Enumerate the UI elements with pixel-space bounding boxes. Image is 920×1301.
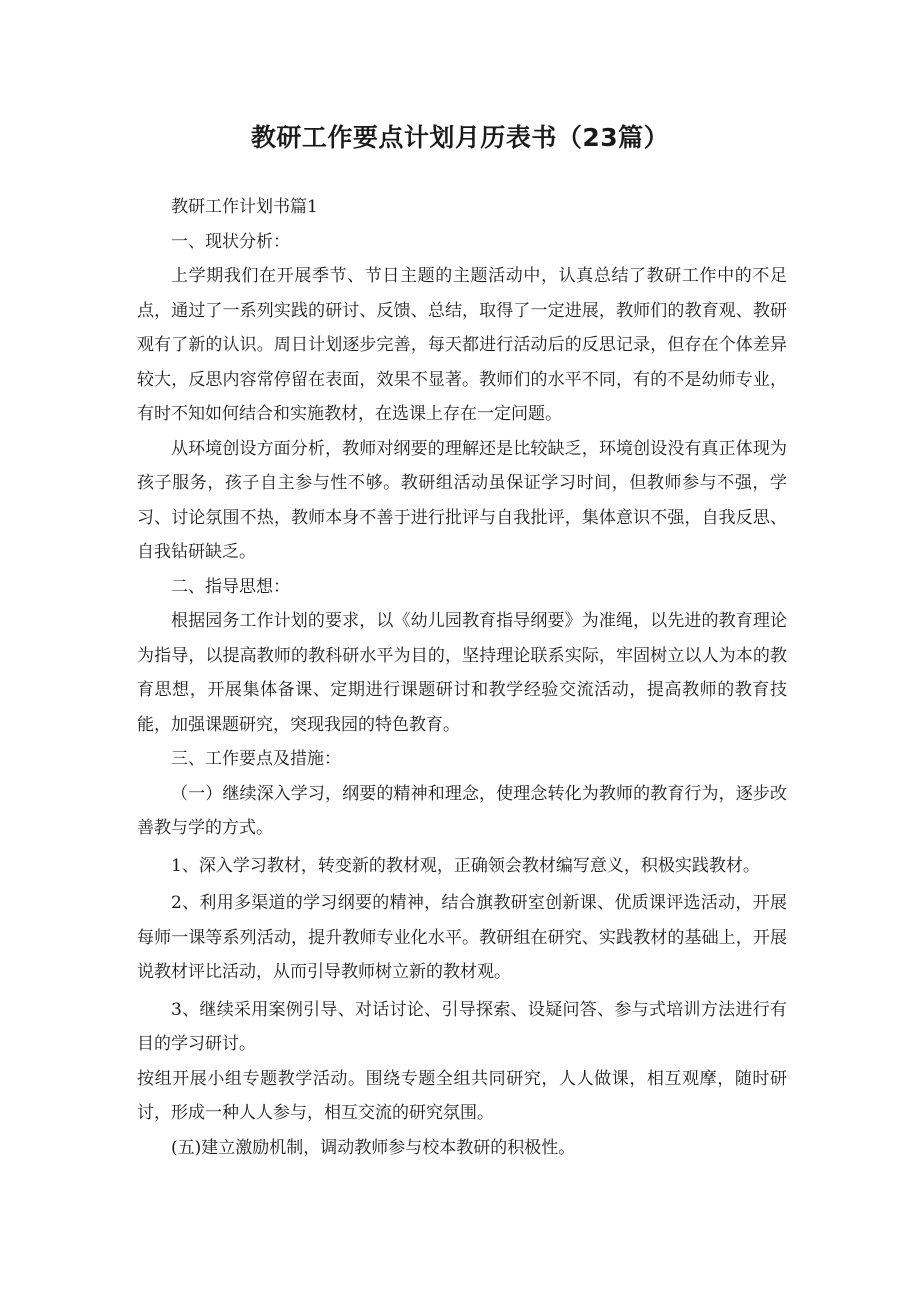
paragraph-status-analysis-2: 从环境创设方面分析，教师对纲要的理解还是比较缺乏，环境创设没有真正体现为孩子服务，孩子自主参与性不够。教研组活动虽保证学习时间，但教师参与不强，学习、讨论氛围不热，教师本身不善于进行批评与自我批评，集体意识不强，自我反思、自我钻研缺乏。 bbox=[137, 438, 787, 562]
list-item-3: 3、继续采用案例引导、对话讨论、引导探索、设疑问答、参与式培训方法进行有目的学习研讨。 bbox=[137, 999, 787, 1054]
paragraph-group-activities: 按组开展小组专题教学活动。围绕专题全组共同研究，人人做课，相互观摩，随时研讨，形成一种人人参与，相互交流的研究氛围。 bbox=[137, 1068, 787, 1123]
section-heading-work-points: 三、工作要点及措施： bbox=[171, 749, 341, 769]
document-title: 教研工作要点计划月历表书（23篇） bbox=[250, 123, 670, 152]
section-heading-status-analysis: 一、现状分析： bbox=[171, 231, 290, 252]
paragraph-guiding-ideology: 根据园务工作计划的要求，以《幼儿园教育指导纲要》为准绳，以先进的教育理论为指导，以提高教师的教科研水平为目的，坚持理论联系实际，牢固树立以人为本的教育思想，开展集体备课、定期进行课题研讨和教学经验交流活动，提高教师的教育技能，加强课题研究，突现我园的特色教育。 bbox=[137, 611, 787, 735]
list-item-1: 1、深入学习教材，转变新的教材观，正确领会教材编写意义，积极实践教材。 bbox=[171, 855, 760, 876]
section-heading-guiding-ideology: 二、指导思想： bbox=[171, 576, 290, 597]
document-body bbox=[137, 190, 787, 1165]
paragraph-point-1: （一）继续深入学习，纲要的精神和理念，使理念转化为教师的教育行为，逐步改善教与学的方式。 bbox=[137, 783, 787, 838]
paragraph-point-5: (五)建立激励机制，调动教师参与校本教研的积极性。 bbox=[171, 1137, 576, 1158]
list-item-2: 2、利用多渠道的学习纲要的精神，结合旗教研室创新课、优质课评选活动，开展每师一课等系列活动，提升教师专业化水平。教研组在研究、实践教材的基础上，开展说教材评比活动，从而引导教师树立新的教材观。 bbox=[137, 893, 787, 982]
section-heading-plan-1: 教研工作计划书篇1 bbox=[171, 197, 318, 217]
paragraph-status-analysis-1: 上学期我们在开展季节、节日主题的主题活动中，认真总结了教研工作中的不足点，通过了一系列实践的研讨、反馈、总结，取得了一定进展，教师们的教育观、教研观有了新的认识。周日计划逐步完善，每天都进行活动后的反思记录，但存在个体差异较大，反思内容常停留在表面，效果不显著。教师们的水平不同，有的不是幼师专业，有时不知如何结合和实施教材，在选课上存在一定问题。 bbox=[137, 266, 787, 424]
